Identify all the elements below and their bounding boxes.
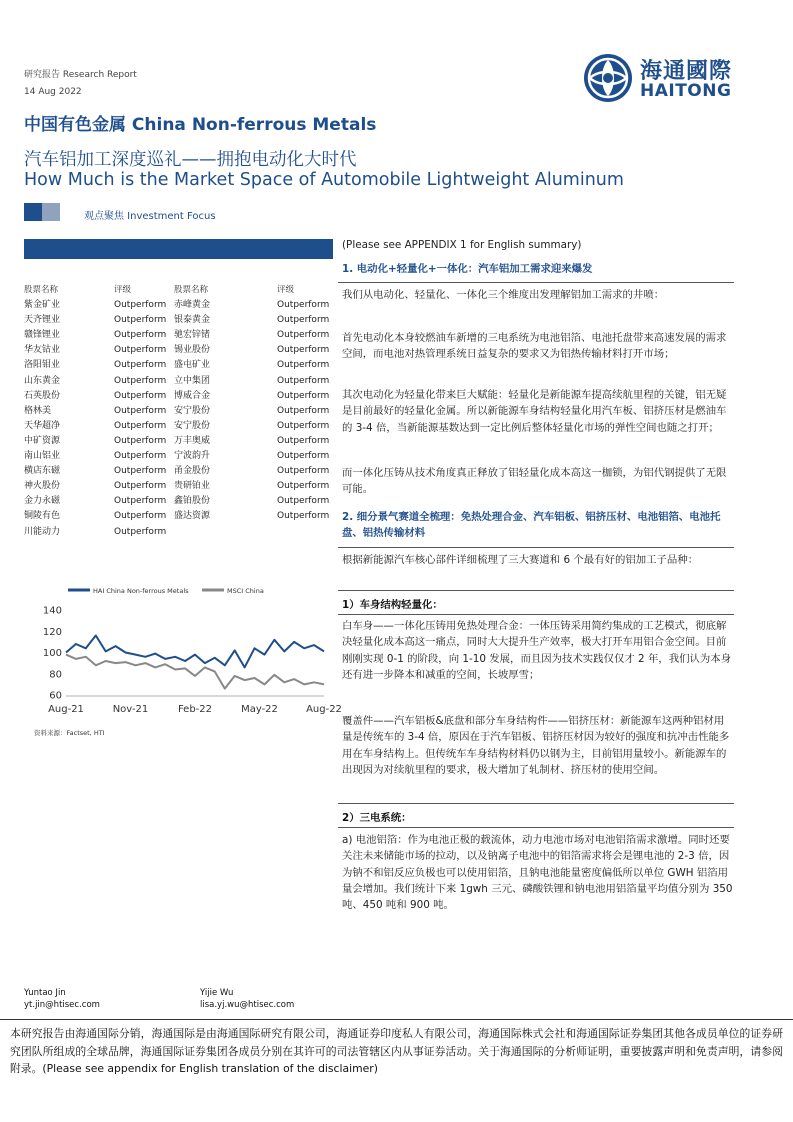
left-panel-header-bar [24, 239, 333, 259]
logo-name-en: HAITONG [640, 81, 732, 101]
stock-name-cell: 赤峰黄金 [174, 300, 211, 311]
table-row [24, 525, 333, 540]
header-rating: 评级 [114, 285, 132, 295]
rating-cell: Outperform [114, 345, 167, 356]
stock-name-cell: 万丰奥威 [174, 435, 211, 446]
paragraph-2: 首先电动化本身较燃油车新增的三电系统为电池铝箔、电池托盘带来高速发展的需求空间，而电池对热管理系统日益复杂的要求又为铝热传输材料打开市场； [342, 332, 727, 361]
rating-cell: Outperform [277, 496, 330, 507]
rating-cell: Outperform [277, 390, 330, 401]
stock-name-cell: 立中集团 [174, 375, 211, 386]
stock-name-cell: 山东黄金 [24, 375, 61, 386]
rating-cell: Outperform [114, 300, 167, 311]
stock-name-cell: 锡业股份 [174, 345, 211, 356]
paragraph-8: a) 电池铝箔：作为电池正极的载流体，动力电池市场对电池铝箔需求激增。同时还要关注未来储能市场的拉动，以及钠离子电池中的铝箔需求将会是锂电池的 2-3 倍，因为钠不和铝反应负极也可以使用铝箔，且钠电池能量密度偏低所以单位 GWH 铝箔用量会增加。我们统计下来 1gwh 三元、磷酸铁锂和钠电池用铝箔量平均值分别为 350 吨、450 吨和 900 吨。 [342, 834, 733, 912]
stock-name-cell: 银泰黄金 [174, 315, 211, 326]
table-row [24, 449, 333, 464]
section-rule [338, 547, 734, 548]
rating-cell: Outperform [277, 405, 330, 416]
stock-name-cell: 洛阳钼业 [24, 360, 61, 371]
analyst-2-email[interactable]: lisa.yj.wu@htisec.com [200, 1000, 295, 1010]
rating-cell: Outperform [277, 315, 330, 326]
table-row [24, 374, 333, 389]
section-rule [338, 803, 734, 804]
legend-label: MSCI China [227, 587, 264, 595]
stock-name-cell: 格林美 [24, 405, 52, 416]
report-title-cn: 汽车铝加工深度巡礼——拥抱电动化大时代 [24, 150, 357, 170]
investment-focus-label: 观点聚焦 Investment Focus [84, 211, 216, 222]
table-row [24, 328, 333, 343]
rating-cell: Outperform [114, 481, 167, 492]
header-stock-name: 股票名称 [174, 285, 209, 295]
appendix-note: (Please see APPENDIX 1 for English summary) [342, 239, 582, 251]
table-row [24, 358, 333, 373]
legend-label: HAI China Non-ferrous Metals [93, 587, 189, 595]
y-tick-label: 120 [42, 626, 62, 638]
paragraph-5: 根据新能源汽车核心部件详细梳理了三大赛道和 6 个最有好的铝加工子品种： [342, 554, 699, 566]
series-line-hai [66, 636, 324, 668]
rating-cell: Outperform [114, 315, 167, 326]
x-tick-label: May-22 [241, 704, 278, 715]
stock-name-cell: 中矿资源 [24, 435, 61, 446]
stock-name-cell: 驰宏锌锗 [174, 330, 211, 341]
rating-cell: Outperform [114, 360, 167, 371]
y-tick-label: 140 [42, 605, 62, 617]
table-row [24, 419, 333, 434]
y-tick-label: 100 [42, 648, 62, 659]
stock-name-cell: 宁波韵升 [174, 451, 211, 462]
stock-name-cell: 紫金矿业 [24, 300, 61, 311]
table-row [24, 404, 333, 419]
rating-cell: Outperform [114, 420, 167, 431]
stock-name-cell: 甬金股份 [174, 466, 211, 477]
rating-cell: Outperform [114, 390, 167, 401]
stock-name-cell: 南山铝业 [24, 451, 61, 462]
stock-name-cell: 盛达资源 [174, 511, 211, 522]
table-row [24, 298, 333, 313]
x-tick-label: Aug-22 [306, 704, 342, 715]
section-heading-2: 2. 细分景气赛道全梳理：免热处理合金、汽车铝板、铝挤压材、电池铝箔、电池托盘、铝热传输材料 [342, 511, 721, 540]
stock-name-cell: 石英股份 [24, 390, 61, 401]
logo-name-cn: 海通國際 [640, 59, 733, 84]
rating-cell: Outperform [277, 435, 330, 446]
series-line-msci [66, 655, 324, 689]
rating-cell: Outperform [114, 526, 167, 537]
table-row [24, 389, 333, 404]
report-type: 研究报告 Research Report [24, 70, 137, 80]
paragraph-1: 我们从电动化、轻量化、一体化三个维度出发理解铝加工需求的井喷： [342, 289, 665, 301]
rating-cell: Outperform [277, 420, 330, 431]
stock-name-cell: 川能动力 [24, 526, 61, 537]
rating-cell: Outperform [277, 511, 330, 522]
stock-rating-table [24, 283, 333, 540]
rating-cell [277, 525, 333, 540]
rating-cell: Outperform [114, 466, 167, 477]
table-row [24, 494, 333, 509]
x-tick-label: Nov-21 [112, 704, 149, 715]
stock-name-cell: 安宁股份 [174, 420, 211, 431]
analyst-1-name: Yuntao Jin [24, 988, 66, 998]
table-row [24, 479, 333, 494]
analyst-1-email[interactable]: yt.jin@htisec.com [24, 1000, 100, 1010]
rating-cell: Outperform [114, 511, 167, 522]
paragraph-3: 其次电动化为轻量化带来巨大赋能：轻量化是新能源车提高续航里程的关键，铝无疑是目前最好的轻量化金属。所以新能源车身结构轻量化用汽车板、铝挤压材是燃油车的 3-4 倍，当新能源基数达到一定比例后整体轻量化市场的弹性空间也随之打开； [342, 389, 727, 434]
table-row [24, 434, 333, 449]
footer-rule [0, 1019, 793, 1020]
haitong-logo-icon [582, 52, 634, 104]
stock-name-cell: 天华超净 [24, 420, 61, 431]
table-row [24, 343, 333, 358]
rating-cell: Outperform [114, 451, 167, 462]
rating-cell: Outperform [114, 405, 167, 416]
stock-name-cell: 博威合金 [174, 390, 211, 401]
table-row [24, 509, 333, 524]
y-tick-label: 60 [49, 690, 62, 702]
x-tick-label: Aug-21 [48, 704, 84, 715]
sector-title: 中国有色金属 China Non-ferrous Metals [24, 115, 377, 135]
rating-cell: Outperform [114, 435, 167, 446]
section-rule [338, 282, 734, 283]
stock-name-cell: 安宁股份 [174, 405, 211, 416]
x-tick-label: Feb-22 [177, 704, 213, 715]
chart-source: 资料来源：Factset, HTI [34, 729, 105, 737]
rating-cell: Outperform [277, 375, 330, 386]
header-rating: 评级 [277, 285, 295, 295]
rating-cell: Outperform [277, 360, 330, 371]
y-tick-label: 80 [49, 669, 62, 681]
rating-cell: Outperform [277, 300, 330, 311]
rating-cell: Outperform [114, 375, 167, 386]
section-heading-1: 1. 电动化+轻量化+一体化：汽车铝加工需求迎来爆发 [342, 263, 593, 275]
paragraph-6: 白车身——一体化压铸用免热处理合金：一体压铸采用简约集成的工艺模式，彻底解决轻量化成本高这一痛点，同时大大提升生产效率，极大打开车用铝合金空间。目前刚刚实现 0-1 的阶段，向 1-10 发展，而且因为技术实践仅仅才 2 年，我们认为本身还有进一步降本和减重的空间，长坡厚雪； [342, 620, 732, 681]
stock-name-cell [174, 525, 277, 540]
rating-cell: Outperform [277, 451, 330, 462]
rating-cell: Outperform [114, 330, 167, 341]
stock-name-cell: 鑫铂股份 [174, 496, 211, 507]
subheading-three-electric: 2）三电系统： [342, 812, 412, 824]
stock-name-cell: 贵研铂业 [174, 481, 211, 492]
stock-name-cell: 金力永磁 [24, 496, 61, 507]
paragraph-7: 覆盖件——汽车铝板&底盘和部分车身结构件——铝挤压材：新能源车这两种铝材用量是传统车的 3-4 倍，原因在于汽车铝板、铝挤压材因为较好的强度和抗冲击性能多用在车身结构上。但传统车车身结构材料仍以钢为主，目前铝用量较小。新能源车的出现因为对续航里程的要求，极大增加了轧制材、挤压材的使用空间。 [342, 715, 730, 776]
table-header-row [24, 283, 333, 298]
table-row [24, 464, 333, 479]
rating-cell: Outperform [114, 496, 167, 507]
paragraph-4: 而一体化压铸从技术角度真正释放了铝轻量化成本高这一枷锁，为铝代钢提供了无限可能。 [342, 467, 727, 496]
section-rule [338, 590, 734, 591]
stock-name-cell: 盛屯矿业 [174, 360, 211, 371]
stock-name-cell: 华友钴业 [24, 345, 61, 356]
focus-square-dark [24, 203, 42, 221]
focus-square-light [42, 203, 60, 221]
subheading-body-lightweight: 1）车身结构轻量化： [342, 599, 443, 611]
stock-name-cell: 天齐锂业 [24, 315, 61, 326]
rating-cell: Outperform [277, 466, 330, 477]
section-rule [338, 614, 734, 615]
section-rule [338, 827, 734, 828]
stock-name-cell: 神火股份 [24, 481, 61, 492]
report-date: 14 Aug 2022 [24, 87, 82, 97]
performance-chart-svg [24, 580, 342, 720]
performance-chart [24, 580, 342, 724]
analyst-2-name: Yijie Wu [200, 988, 234, 998]
header-stock-name: 股票名称 [24, 285, 59, 295]
disclaimer-text: 本研究报告由海通国际分销，海通国际是由海通国际研究有限公司，海通证券印度私人有限公司，海通国际株式会社和海通国际证券集团其他各成员单位的证券研究团队所组成的全球品牌，海通国际证券集团各成员分别在其许可的司法管辖区内从事证券活动。关于海通国际的分析师证明，重要披露声明和免责声明，请参阅附录。(Please see appendix for English translation of the disclaimer) [10, 1027, 783, 1075]
stock-name-cell: 横店东磁 [24, 466, 61, 477]
report-title-en: How Much is the Market Space of Automobile Lightweight Aluminum [24, 170, 624, 190]
table-row [24, 313, 333, 328]
rating-cell: Outperform [277, 345, 330, 356]
rating-cell: Outperform [277, 481, 330, 492]
stock-name-cell: 铜陵有色 [24, 511, 61, 522]
rating-cell: Outperform [277, 330, 330, 341]
stock-name-cell: 赣锋锂业 [24, 330, 61, 341]
